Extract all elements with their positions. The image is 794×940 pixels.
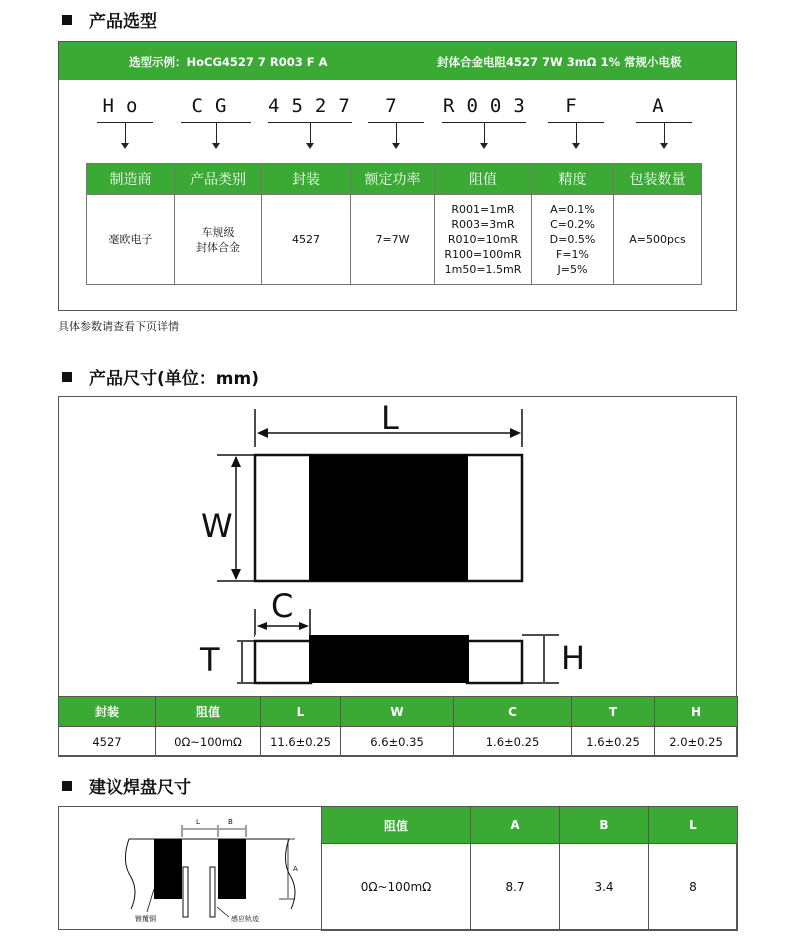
cell-T: 1.6±0.25 <box>572 727 655 757</box>
resistor-dimension-drawing <box>59 397 738 697</box>
col-L: L <box>649 807 738 844</box>
label-H: H <box>561 639 586 677</box>
label-C: C <box>271 587 294 625</box>
down-arrow-icon <box>310 123 311 147</box>
col-resistance: 阻值 <box>435 164 532 195</box>
col-package: 封装 <box>59 697 156 727</box>
col-B: B <box>560 807 649 844</box>
cell-manufacturer: 毫欧电子 <box>87 195 175 285</box>
table-row <box>87 195 702 285</box>
details-note: 具体参数请查看下页详情 <box>58 320 179 333</box>
col-resistance: 阻值 <box>156 697 261 727</box>
bullet-square-icon <box>62 15 72 25</box>
pad-label-copper: 镀覆铜 <box>135 915 156 923</box>
cell-resistance: 0Ω~100mΩ <box>322 844 471 931</box>
col-packing: 包装数量 <box>614 164 702 195</box>
cell-packing: A=500pcs <box>614 195 702 285</box>
col-category: 产品类别 <box>175 164 262 195</box>
code-power: 7 <box>385 95 409 117</box>
table-row <box>322 844 738 931</box>
code-package: 4527 <box>268 95 362 117</box>
cell-tolerance: A=0.1% C=0.2% D=0.5% F=1% J=5% <box>532 195 614 285</box>
cell-power: 7=7W <box>351 195 435 285</box>
cell-resistance: R001=1mR R003=3mR R010=10mR R100=100mR 1m50=1.5mR <box>435 195 532 285</box>
col-A: A <box>471 807 560 844</box>
code-manufacturer: Ho <box>102 95 150 117</box>
table-row <box>59 727 738 757</box>
cell-resistance: 0Ω~100mΩ <box>156 727 261 757</box>
selection-example-code: 选型示例：HoCG4527 7 R003 F A <box>129 55 328 69</box>
cell-C: 1.6±0.25 <box>454 727 572 757</box>
cell-W: 6.6±0.35 <box>341 727 454 757</box>
down-arrow-icon <box>576 123 577 147</box>
label-W: W <box>201 507 233 545</box>
selection-table <box>86 163 702 285</box>
cell-package: 4527 <box>59 727 156 757</box>
down-arrow-icon <box>216 123 217 147</box>
pad-label-L: L <box>196 818 200 826</box>
pad-layout-drawing <box>59 807 321 929</box>
code-packing: A <box>652 95 676 117</box>
code-resistance: R003 <box>443 95 537 117</box>
cell-package: 4527 <box>262 195 351 285</box>
code-tolerance: F <box>565 95 589 117</box>
col-W: W <box>341 697 454 727</box>
down-arrow-icon <box>484 123 485 147</box>
label-T: T <box>200 641 220 679</box>
col-tolerance: 精度 <box>532 164 614 195</box>
down-arrow-icon <box>396 123 397 147</box>
col-H: H <box>655 697 738 727</box>
col-C: C <box>454 697 572 727</box>
col-T: T <box>572 697 655 727</box>
cell-category: 车规级 封体合金 <box>175 195 262 285</box>
pad-label-trace: 感应轨迹 <box>231 915 259 923</box>
section-title-dimensions: 产品尺寸(单位：mm) <box>62 364 259 389</box>
label-L: L <box>381 399 399 437</box>
cell-A: 8.7 <box>471 844 560 931</box>
cell-H: 2.0±0.25 <box>655 727 738 757</box>
section-title-pad: 建议焊盘尺寸 <box>62 773 191 798</box>
bullet-square-icon <box>62 372 72 382</box>
down-arrow-icon <box>125 123 126 147</box>
cell-B: 3.4 <box>560 844 649 931</box>
col-manufacturer: 制造商 <box>87 164 175 195</box>
col-power: 额定功率 <box>351 164 435 195</box>
pad-table <box>321 806 738 931</box>
selection-example-desc: 封体合金电阻4527 7W 3mΩ 1% 常规小电极 <box>437 55 682 69</box>
pad-label-A: A <box>293 865 298 873</box>
code-category: CG <box>191 95 239 117</box>
col-resistance: 阻值 <box>322 807 471 844</box>
col-package: 封装 <box>262 164 351 195</box>
bullet-square-icon <box>62 781 72 791</box>
cell-L: 11.6±0.25 <box>261 727 341 757</box>
selection-example-header <box>59 42 736 80</box>
cell-L: 8 <box>649 844 738 931</box>
col-L: L <box>261 697 341 727</box>
down-arrow-icon <box>664 123 665 147</box>
pad-label-B: B <box>228 818 233 826</box>
dimensions-table <box>58 696 738 757</box>
section-title-selection: 产品选型 <box>62 7 157 32</box>
